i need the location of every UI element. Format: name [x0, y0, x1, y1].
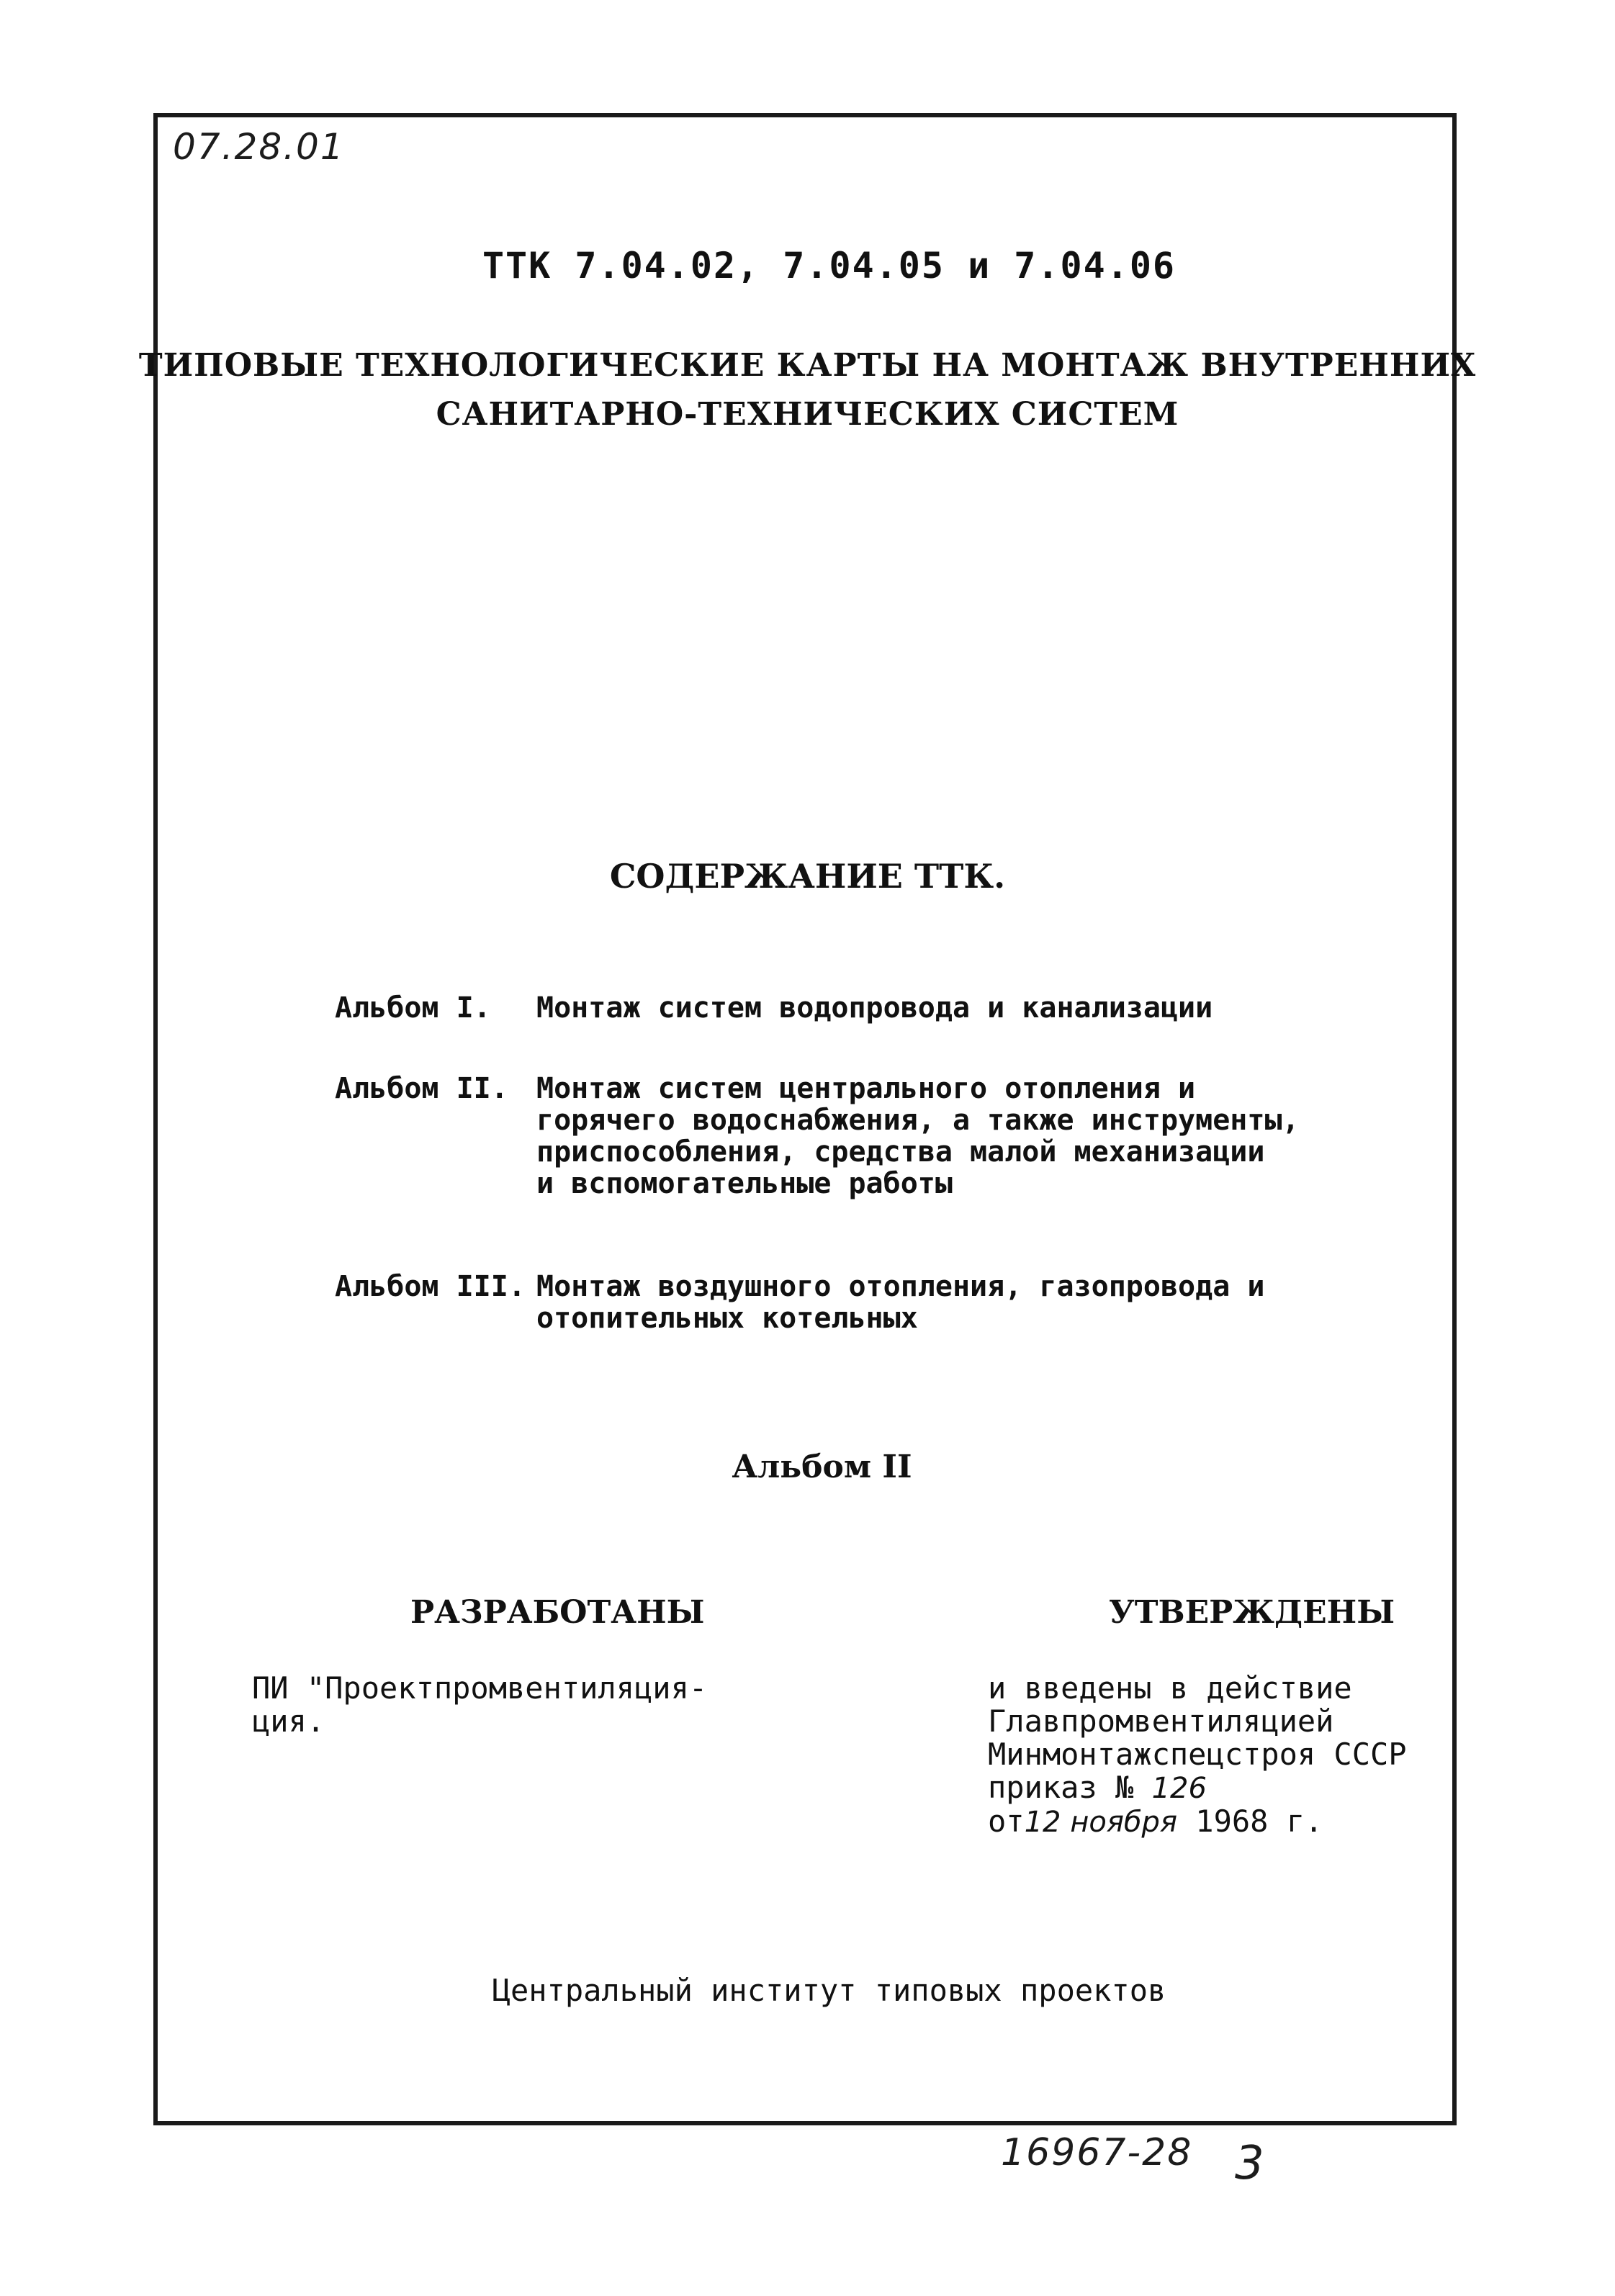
date-handwritten: 12 ноября	[1024, 1806, 1177, 1839]
approved-heading: УТВЕРЖДЕНЫ	[1109, 1594, 1395, 1631]
contents-heading: СОДЕРЖАНИЕ ТТК.	[609, 857, 1006, 896]
document-code-handwritten: 07.28.01	[173, 126, 345, 168]
bottom-code-handwritten: 16967-28	[1001, 2131, 1193, 2174]
document-title-line-2: САНИТАРНО-ТЕХНИЧЕСКИХ СИСТЕМ	[436, 396, 1179, 433]
current-album-label: Альбом II	[732, 1449, 912, 1485]
ttk-heading: ТТК 7.04.02, 7.04.05 и 7.04.06	[482, 245, 1177, 287]
order-prefix: приказ №	[988, 1770, 1152, 1805]
album-description: Монтаж систем водопровода и канализации	[536, 991, 1213, 1025]
approval-date	[988, 1805, 1407, 1839]
institute-name: Центральный институт типовых проектов	[492, 1973, 1166, 2008]
document-title-line-1: ТИПОВЫЕ ТЕХНОЛОГИЧЕСКИЕ КАРТЫ НА МОНТАЖ ВНУТРЕННИХ	[138, 347, 1477, 384]
album-description: Монтаж воздушного отопления, газопровода и отопительных котельных	[536, 1270, 1265, 1335]
approval-details	[988, 1672, 1407, 1839]
approval-line-2: Главпромвентиляцией	[988, 1703, 1334, 1739]
developed-heading: РАЗРАБОТАНЫ	[410, 1594, 705, 1631]
developer-organization: ПИ "Проектпромвентиляция- ция.	[252, 1670, 708, 1739]
album-entry-3	[335, 1271, 1615, 1334]
album-entry-1	[335, 992, 1615, 1024]
album-label: Альбом III.	[335, 1270, 526, 1303]
date-prefix: от	[988, 1804, 1025, 1839]
album-entry-2	[335, 1073, 1615, 1199]
order-number-handwritten: 126	[1151, 1772, 1207, 1805]
approval-line-3: Минмонтажспецстроя СССР	[988, 1737, 1407, 1772]
approval-order	[988, 1771, 1407, 1805]
album-label: Альбом I.	[335, 991, 491, 1025]
album-label: Альбом II.	[335, 1072, 508, 1105]
approval-line-1: и введены в действие	[988, 1670, 1352, 1706]
date-suffix: 1968 г.	[1177, 1804, 1323, 1839]
album-description: Монтаж систем центрального отопления и горячего водоснабжения, а также инструменты, приспособления, средства малой механизации и вспомогательные работы	[536, 1072, 1300, 1200]
page-number-handwritten: 3	[1235, 2137, 1264, 2190]
